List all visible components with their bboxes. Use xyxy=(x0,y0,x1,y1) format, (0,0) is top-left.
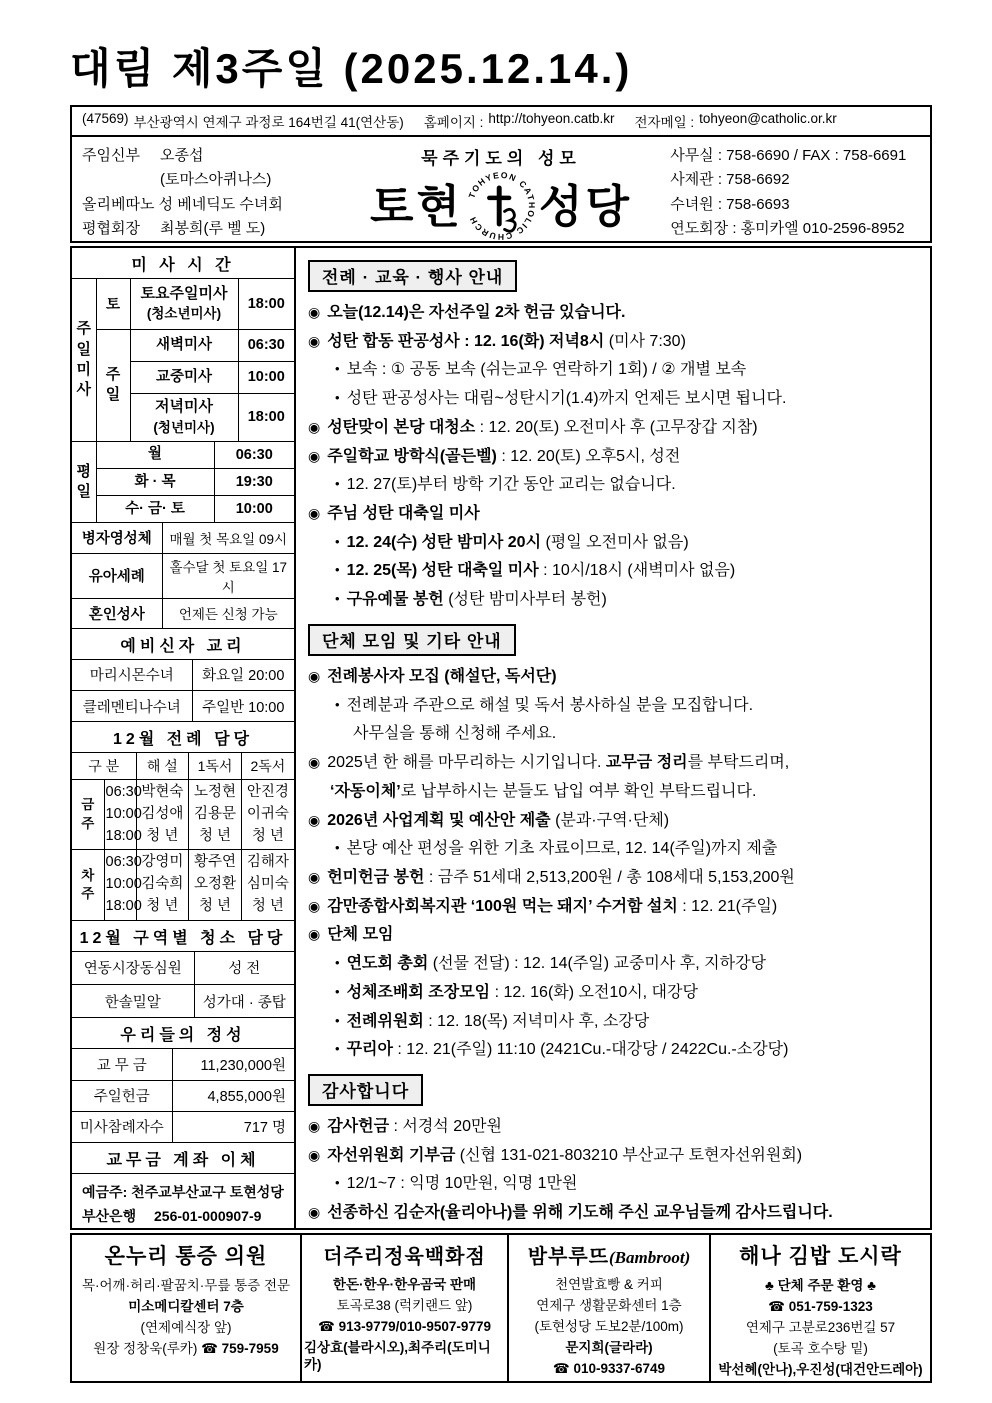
fisheye-bullet-icon: ◉ xyxy=(308,447,321,464)
mass-times-cell: 06:30 10:00 18:00 xyxy=(104,780,136,850)
notice-line xyxy=(335,982,920,1005)
page-title: 대림 제3주일 (2025.12.14.) xyxy=(70,45,633,92)
saturday-mass-time: 18:00 xyxy=(238,279,294,329)
catechist: 마리시몬수녀 xyxy=(72,660,192,691)
notice-text: 12. 27(토)부터 방학 기간 동안 교리는 없습니다. xyxy=(346,476,676,494)
section-items xyxy=(308,1116,920,1230)
fisheye-bullet-icon: ◉ xyxy=(308,332,321,349)
notice-text: 감사헌금 : 서경석 20만원 xyxy=(327,1117,502,1135)
main-mass-time: 10:00 xyxy=(238,361,294,393)
cleaning-group: 한솔밀알 xyxy=(72,985,194,1018)
notice-text: ☎ 913-9779/010-9507-9779 xyxy=(318,1318,491,1334)
fisheye-bullet-icon: ◉ xyxy=(308,418,321,435)
notice-line xyxy=(713,1298,928,1316)
notice-text: 구유예물 봉헌 (성탄 밤미사부터 봉헌) xyxy=(346,591,607,609)
notice-line xyxy=(308,302,920,325)
dot-bullet-icon: • xyxy=(335,1041,340,1057)
dot-bullet-icon: • xyxy=(335,390,340,406)
section-header: 단체 모임 및 기타 안내 xyxy=(308,624,516,656)
notice-text: 꾸리아 : 12. 21(주일) 11:10 (2421Cu.-대강당 / 2422Cu.-소강당) xyxy=(346,1041,789,1059)
offering-label: 미사참례자수 xyxy=(72,1111,172,1142)
notice-line xyxy=(74,1319,298,1337)
notice-text: 자선위원회 기부금 (신협 131-021-803210 부산교구 토현자선위원회) xyxy=(327,1146,803,1164)
notice-text: 연제구 생활문화센터 1층 xyxy=(536,1297,682,1313)
church-identity xyxy=(342,144,660,242)
wed-fri-sat-time: 10:00 xyxy=(214,496,294,523)
col-header: 구 분 xyxy=(72,753,136,780)
notice-line xyxy=(330,781,920,804)
notice-text: 오늘(12.14)은 자선주일 2차 헌금 있습니다. xyxy=(327,304,626,321)
notices-column xyxy=(296,246,932,1230)
notice-line xyxy=(335,532,920,555)
notice-text: 2026년 사업계획 및 예산안 제출 (분과·구역·단체) xyxy=(327,811,670,829)
notice-line xyxy=(304,1339,505,1374)
dawn-mass-name: 새벽미사 xyxy=(130,329,238,361)
fisheye-bullet-icon: ◉ xyxy=(308,1204,321,1221)
col-header: 2독서 xyxy=(241,753,294,780)
notice-line xyxy=(308,417,920,440)
svg-text:TOHYEON CATHOLIC CHURCH: TOHYEON CATHOLIC CHURCH xyxy=(466,170,537,242)
notice-line xyxy=(304,1318,505,1336)
notice-line xyxy=(308,1116,920,1139)
catechism-title: 예비신자 교리 xyxy=(72,629,294,660)
cleaning-roster-title: 12월 구역별 청소 담당 xyxy=(72,921,294,952)
notice-text: 12. 25(목) 성탄 대축일 미사 : 10시/18시 (새벽미사 없음) xyxy=(346,562,736,580)
notice-line xyxy=(308,867,920,890)
sacrament-label: 혼인성사 xyxy=(72,598,162,628)
notice-text: 토곡로38 (럭키랜드 앞) xyxy=(336,1297,473,1313)
notice-text: 김상효(블라시오),최주리(도미니카) xyxy=(304,1339,491,1373)
first-reader-cell: 황주연 오정환 청 년 xyxy=(189,850,242,920)
contact-line: 사제관 : 758-6692 xyxy=(670,171,790,189)
notice-line xyxy=(511,1318,707,1336)
fisheye-bullet-icon: ◉ xyxy=(308,811,321,828)
contact-line: 연도회장 : 홍미카엘 010-2596-8952 xyxy=(670,219,905,237)
notice-text: 연제구 고분로236번길 57 xyxy=(745,1319,896,1335)
notice-line xyxy=(511,1339,707,1357)
notice-text: 한돈·한우·한우곰국 판매 xyxy=(332,1276,477,1292)
notice-line xyxy=(511,1360,707,1378)
mass-times-cell: 06:30 10:00 18:00 xyxy=(104,850,136,920)
tue-thu-label: 화 · 목 xyxy=(96,469,214,496)
notice-line xyxy=(308,1145,920,1168)
fisheye-bullet-icon: ◉ xyxy=(308,868,321,885)
notice-line xyxy=(335,560,920,583)
offering-amount: 4,855,000원 xyxy=(172,1080,294,1111)
notice-line xyxy=(308,446,920,469)
notice-text: 성체조배회 조장모임 : 12. 16(화) 오전10시, 대강당 xyxy=(346,983,698,1001)
sacrament-label: 유아세례 xyxy=(72,553,162,598)
notice-text: 천연발효빵 & 커피 xyxy=(555,1276,663,1292)
fisheye-bullet-icon: ◉ xyxy=(308,304,321,320)
postal-address: (47569) 부산광역시 연제구 과정로 164번길 41(연산동) xyxy=(82,111,404,130)
ad-lines xyxy=(511,1276,707,1378)
dot-bullet-icon: • xyxy=(335,562,340,578)
offering-label: 주일헌금 xyxy=(72,1080,172,1111)
sunday-label: 주일 xyxy=(105,365,121,403)
notice-text: (연제예식장 앞) xyxy=(140,1319,232,1335)
cleaning-area: 성가대 · 종탑 xyxy=(194,985,294,1018)
sacrament-value: 매월 첫 목요일 09시 xyxy=(162,523,294,553)
notice-line xyxy=(335,388,920,411)
notice-line xyxy=(353,723,920,746)
homepage: 홈페이지 : http://tohyeon.catb.kr xyxy=(423,111,615,130)
church-name: 토현 TOHYEON CATHOLIC CHURCH 성당 xyxy=(370,170,632,242)
notice-line xyxy=(335,1173,920,1196)
notice-text: ☎ 051-759-1323 xyxy=(768,1298,873,1314)
ad-lines xyxy=(713,1277,928,1379)
notice-line xyxy=(335,838,920,861)
notice-text: 박선혜(안나),우진성(대건안드레아) xyxy=(718,1361,923,1377)
notice-text: 본당 예산 편성을 위한 기초 자료이므로, 12. 14(주일)까지 제출 xyxy=(346,840,778,858)
monday-label: 월 xyxy=(96,442,214,469)
notice-text: 단체 모임 xyxy=(327,926,394,944)
notice-text: 성탄 합동 판공성사 : 12. 16(화) 저녁8시 (미사 7:30) xyxy=(327,332,686,350)
ad-lines xyxy=(74,1277,298,1358)
notice-line xyxy=(511,1276,707,1294)
account-list xyxy=(72,1174,294,1231)
liturgy-roster-table xyxy=(72,753,294,921)
notice-text: 성탄 판공성사는 대림~성탄시기(1.4)까지 언제든 보시면 됩니다. xyxy=(346,390,787,408)
notice-text: 미소메디칼센터 7층 xyxy=(128,1298,244,1314)
offering-amount: 11,230,000원 xyxy=(172,1049,294,1080)
notice-line xyxy=(713,1319,928,1337)
notice-text: ♣ 단체 주문 환영 ♣ xyxy=(765,1277,876,1293)
congregation-line: 올리베따노 성 베네딕도 수녀회 xyxy=(82,195,283,213)
sunday-mass-group-label: 주일미사 xyxy=(76,320,91,398)
notice-line xyxy=(511,1297,707,1315)
saturday-mass-name: 토요주일미사 (청소년미사) xyxy=(130,279,238,329)
ad-butcher-shop xyxy=(302,1233,509,1383)
notice-line xyxy=(335,589,920,612)
col-header: 해 설 xyxy=(136,753,189,780)
dot-bullet-icon: • xyxy=(335,1175,340,1191)
dot-bullet-icon: • xyxy=(335,1012,340,1028)
evening-mass-name: 저녁미사 (청년미사) xyxy=(130,393,238,441)
notice-line xyxy=(308,503,920,526)
notice-text: 성탄맞이 본당 대청소 : 12. 20(토) 오전미사 후 (고무장갑 지참) xyxy=(327,418,758,436)
section-header: 감사합니다 xyxy=(308,1074,423,1106)
sunday-mass-table xyxy=(72,279,294,442)
notice-line xyxy=(74,1340,298,1358)
advertisements xyxy=(70,1233,932,1383)
dot-bullet-icon: • xyxy=(335,533,340,549)
notice-text: 주님 성탄 대축일 미사 xyxy=(327,505,480,523)
offering-label: 교 무 금 xyxy=(72,1049,172,1080)
notice-text: 보속 : ① 공동 보속 (쉬는교우 연락하기 1회) / ② 개별 보속 xyxy=(346,361,747,379)
notice-line xyxy=(308,924,920,947)
dot-bullet-icon: • xyxy=(335,983,340,999)
account-line: 부산은행 256-01-000907-9 xyxy=(82,1208,262,1224)
church-motto: 묵주기도의 성모 xyxy=(421,149,581,168)
ad-pain-clinic xyxy=(70,1233,302,1383)
notice-line xyxy=(713,1340,928,1358)
wed-fri-sat-label: 수· 금· 토 xyxy=(96,496,214,523)
notice-text: (토곡 호수탕 밑) xyxy=(773,1340,868,1356)
ad-title: 온누리 통증 의원 xyxy=(104,1245,268,1268)
ad-bakery-cafe xyxy=(509,1233,711,1383)
fisheye-bullet-icon: ◉ xyxy=(308,1146,321,1163)
dot-bullet-icon: • xyxy=(335,361,340,377)
notice-text: 12/1~7 : 익명 10만원, 익명 1만원 xyxy=(346,1175,578,1193)
col-header: 1독서 xyxy=(189,753,242,780)
notice-line xyxy=(304,1297,505,1315)
notice-text: ‘자동이체’로 납부하시는 분들도 납입 여부 확인 부탁드립니다. xyxy=(330,782,757,800)
notice-line xyxy=(335,474,920,497)
mass-times-title: 미 사 시 간 xyxy=(72,248,294,279)
notice-line xyxy=(335,1011,920,1034)
dot-bullet-icon: • xyxy=(335,476,340,492)
second-reader-cell: 안진경 이귀숙 청 년 xyxy=(241,780,294,850)
ad-title: 밤부루뜨(Bambroot) xyxy=(527,1246,691,1268)
notice-text: 문지희(글라라) xyxy=(565,1339,653,1355)
notice-text: 전례분과 주관으로 해설 및 독서 봉사하실 분을 모집합니다. xyxy=(346,696,754,714)
dot-bullet-icon: • xyxy=(335,840,340,856)
section-items xyxy=(308,666,920,1062)
liturgy-roster-title: 12월 전례 담당 xyxy=(72,722,294,753)
notice-line xyxy=(74,1298,298,1316)
offering-amount: 717 명 xyxy=(172,1111,294,1142)
pastor-baptismal-name: (토마스아퀴나스) xyxy=(160,171,272,189)
notice-text: 2025년 한 해를 마무리하는 시기입니다. 교무금 정리를 부탁드리며, xyxy=(327,754,790,772)
section-liturgy-events xyxy=(308,254,920,612)
notice-line xyxy=(308,331,920,354)
address-bar xyxy=(70,105,932,137)
week-label: 차주 xyxy=(81,867,95,901)
fisheye-bullet-icon: ◉ xyxy=(308,754,321,771)
contact-line: 사무실 : 758-6690 / FAX : 758-6691 xyxy=(670,147,907,164)
dot-bullet-icon: • xyxy=(335,591,340,607)
cleaning-group: 연동시장동심원 xyxy=(72,952,194,985)
section-header: 전례 · 교육 · 행사 안내 xyxy=(308,260,517,292)
fisheye-bullet-icon: ◉ xyxy=(308,926,321,943)
contact-line: 수녀원 : 758-6693 xyxy=(670,195,790,213)
notice-text: 원장 정창욱(루카) ☎ 759-7959 xyxy=(93,1340,279,1356)
notice-text: 사무실을 통해 신청해 주세요. xyxy=(353,725,557,743)
sidebar xyxy=(70,246,296,1230)
notice-text: 12. 24(수) 성탄 밤미사 20시 (평일 오전미사 없음) xyxy=(346,533,689,551)
first-reader-cell: 노정현 김용문 청 년 xyxy=(189,780,242,850)
bulletin-body xyxy=(70,246,932,1230)
week-label: 금주 xyxy=(81,797,95,831)
catechist: 클레멘티나수녀 xyxy=(72,691,192,722)
notice-line xyxy=(335,359,920,382)
church-contacts xyxy=(660,144,920,236)
catechism-table xyxy=(72,660,294,723)
offering-title: 우리들의 정성 xyxy=(72,1018,294,1049)
sacrament-value: 언제든 신청 가능 xyxy=(162,598,294,628)
ad-kimbap-lunchbox xyxy=(711,1233,932,1383)
church-logo-cross-icon xyxy=(465,170,537,242)
sacrament-value: 홀수달 첫 토요일 17시 xyxy=(162,553,294,598)
sacraments-table xyxy=(72,523,294,629)
commentator-cell: 강영미 김숙희 청 년 xyxy=(136,850,189,920)
account-holder: 예금주: 천주교부산교구 토현성당 xyxy=(82,1183,284,1200)
notice-line xyxy=(335,1039,920,1062)
notice-text: 감만종합사회복지관 ‘100원 먹는 돼지’ 수거함 설치 : 12. 21(주일) xyxy=(327,897,778,915)
catechism-time: 화요일 20:00 xyxy=(192,660,294,691)
monday-time: 06:30 xyxy=(214,442,294,469)
cleaning-area: 성 전 xyxy=(194,952,294,985)
notice-line xyxy=(335,953,920,976)
tue-thu-time: 19:30 xyxy=(214,469,294,496)
notice-text: 목·어깨·허리·팔꿈치·무릎 통증 전문 xyxy=(81,1277,291,1293)
dot-bullet-icon: • xyxy=(335,955,340,971)
account-transfer-title: 교무금 계좌 이체 xyxy=(72,1143,294,1174)
section-group-meetings xyxy=(308,618,920,1062)
ad-lines xyxy=(304,1276,505,1374)
commentator-cell: 박현숙 김성애 청 년 xyxy=(136,780,189,850)
notice-line xyxy=(308,810,920,833)
notice-line xyxy=(304,1276,505,1294)
pastor-line: 주임신부 오종섭 xyxy=(82,147,204,164)
notice-line xyxy=(713,1277,928,1295)
weekday-mass-table xyxy=(72,442,294,524)
catechism-time: 주일반 10:00 xyxy=(192,691,294,722)
notice-text: 연도회 총회 (선물 전달) : 12. 14(주일) 교중미사 후, 지하강당 xyxy=(346,955,766,973)
cleaning-roster-table xyxy=(72,952,294,1019)
church-info-box xyxy=(70,137,932,243)
council-line: 평협회장 최봉희(루 벨 도) xyxy=(82,219,266,237)
second-reader-cell: 김해자 심미숙 청 년 xyxy=(241,850,294,920)
fisheye-bullet-icon: ◉ xyxy=(308,1117,321,1134)
fisheye-bullet-icon: ◉ xyxy=(308,667,321,684)
ad-title: 해나 김밥 도시락 xyxy=(739,1245,902,1268)
notice-line xyxy=(308,752,920,775)
ad-title: 더주리정육백화점 xyxy=(323,1246,486,1268)
notice-text: 주일학교 방학식(골든벨) : 12. 20(토) 오후5시, 성전 xyxy=(327,447,681,465)
evening-mass-time: 18:00 xyxy=(238,393,294,441)
notice-line xyxy=(308,666,920,689)
email: 전자메일 : tohyeon@catholic.or.kr xyxy=(634,111,837,130)
notice-text: 헌미헌금 봉헌 : 금주 51세대 2,513,200원 / 총 108세대 5,153,200원 xyxy=(327,868,795,886)
notice-text: ☎ 010-9337-6749 xyxy=(552,1360,666,1376)
notice-text: 전례봉사자 모집 (해설단, 독서단) xyxy=(327,667,557,685)
main-mass-name: 교중미사 xyxy=(130,361,238,393)
weekday-group-label: 평일 xyxy=(76,462,91,500)
dot-bullet-icon: • xyxy=(335,696,340,712)
dawn-mass-time: 06:30 xyxy=(238,329,294,361)
notice-text: (토현성당 도보2분/100m) xyxy=(534,1318,684,1334)
account-line xyxy=(82,1229,286,1231)
sacrament-label: 병자영성체 xyxy=(72,523,162,553)
fisheye-bullet-icon: ◉ xyxy=(308,505,321,522)
section-items xyxy=(308,302,920,612)
notice-line xyxy=(308,896,920,919)
notice-line xyxy=(74,1277,298,1295)
notice-text: 전례위원회 : 12. 18(목) 저녁미사 후, 소강당 xyxy=(346,1012,650,1030)
notice-line xyxy=(335,695,920,718)
notice-text: 선종하신 김순자(율리아나)를 위해 기도해 주신 교우님들께 감사드립니다. xyxy=(327,1204,833,1222)
notice-line xyxy=(713,1361,928,1379)
church-staff xyxy=(82,144,342,236)
offering-table xyxy=(72,1049,294,1143)
saturday-label: 토 xyxy=(96,279,130,329)
notice-line xyxy=(308,1202,920,1225)
fisheye-bullet-icon: ◉ xyxy=(308,897,321,914)
section-thanks xyxy=(308,1068,920,1230)
